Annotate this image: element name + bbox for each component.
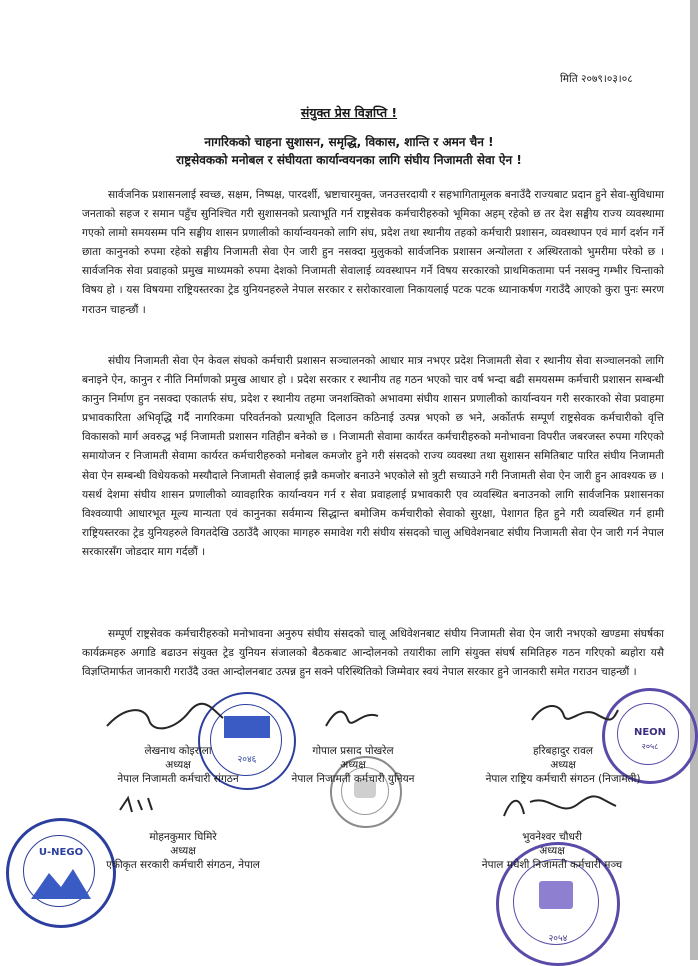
signatory-org: नेपाल राष्ट्रिय कर्मचारी संगठन (निजामती) [485,773,641,785]
signatory-role: अध्यक्ष [539,845,565,857]
signatory-name: भुवनेश्वर चौधरी [522,831,582,843]
stamp-text: U-NEGO [38,847,84,858]
signatory-1 [78,744,278,786]
signature-2 [322,706,382,732]
signatory-name: लेखनाथ कोइराला [144,745,212,757]
document-title: संयुक्त प्रेस विज्ञप्ति ! [300,105,398,120]
signatory-name: गोपाल प्रसाद पोखरेल [312,745,394,757]
paragraph-3: सम्पूर्ण राष्ट्रसेवक कर्मचारीहरुको मनोभावना अनुरुप संघीय संसदको चालू अधिवेशनबाट संघीय निजामती सेवा ऐन जारी नभएको खण्डमा संघर्षका कार्यक्रमहरु अगाडि बढाउन संयुक्त ट्रेड युनियन संजालको बैठकबाट आन्दोलनको तयारीका लागि संयुक्त संघर्ष समितिहरु गठन गरिएको ब्यहोरा यसै विज्ञप्तिमार्फत जानकारी गराउँदै उक्त आन्दोलनबाट उत्पन्न हुन सक्ने परिस्थितिको जिम्मेवार स्वयं नेपाल सरकार हुने जानकारी समेत गराउन चाहन्छौं । [82,628,664,679]
signatory-org: नेपाल निजामती कर्मचारी युनियन [291,773,415,785]
signatory-name: मोहनकुमार घिमिरे [149,831,217,843]
signature-4 [118,794,158,816]
stamp-year: २०५८ [641,742,659,751]
signature-1 [105,702,225,732]
stamp-text: NEON [633,727,667,738]
subtitle-line-1: नागरिकको चाहना सुशासन, समृद्धि, विकास, शान्ति र अमन चैन ! [204,135,494,149]
stamp-year: २०४६ [237,755,257,765]
signatory-5 [452,830,652,872]
paragraph-2: संघीय निजामती सेवा ऐन केवल संघको कर्मचारी प्रशासन सञ्चालनको आधार मात्र नभएर प्रदेश निजामती सेवा र स्थानीय सेवा सञ्चालनको लागि बनाइने ऐन, कानुन र नीति निर्माणको प्रमुख आधार हो । प्रदेश सरकार र स्थानीय तह गठन भएको चार वर्ष भन्दा बढी समयसम्म कर्मचारी प्रशासन सम्बन्धी कानुन निर्माण हुन नसक्दा एकातर्फ संघ, प्रदेश र स्थानीय तहमा जनशक्तिको अभावमा संघीय शासन प्रणालीको कार्यान्वयन गरी सरकारको सेवा प्रवाहमा प्रभावकारिता अभिवृद्धि गर्दै नागरिकमा परिवर्तनको प्रत्याभूति दिलाउन कठिनाई उत्पन्न भएको छ भने, अर्कोतर्फ सम्पूर्ण राष्ट्रसेवक कर्मचारीको वृत्ति विकासको मार्ग अवरुद्ध भई निजामती प्रशासन गतिहीन बनेको छ । निजामती सेवामा कार्यरत कर्मचारीहरुको मनोभावना विपरीत जबरजस्त रुपमा गरिएको समायोजन र निजामती सेवामा कार्यरत कर्मचारीहरुको मनोबल कमजोर हुने गरी संसदको राज्य व्यवस्था तथा सुशासन समितिबाट पारित संघीय निजामती सेवा ऐन सम्बन्धी विधेयकको मस्यौदाले निजामती सेवालाई झन्नै कमजोर बनाउने भएकोले सो त्रुटी सच्याउने गरी निजामती सेवा ऐन जारी हुन आवश्यक छ । यसर्थ देशमा संघीय शासन प्रणालीको व्यावहारिक कार्यान्वयन गर्न र सेवा प्रवाहलाई प्रभावकारी एव व्यवस्थित बनाउनको लागि सार्वजनिक प्रशासनका विश्वव्यापी आधारभूत मूल्य मान्यता एवं कानुनका सर्वमान्य सिद्धान्त बमोजिम कर्मचारीको सेवाको सुरक्षा, पेशागत हित हुने गरी व्यवस्थित गर्न हामी राष्ट्रियस्तरका ट्रेड युनियहरुले विगतदेखि उठाउँदै आएका मागहरु समावेश गरी संघीय संसदको चालु अधिवेशनबाट संघीय निजामती सेवा ऐन जारी गर्न नेपाल सरकारसँग जोडदार माग गर्दछौं । [82,355,664,558]
subtitle-line-2: राष्ट्रसेवकको मनोबल र संघीयता कार्यान्वयनका लागि संघीय निजामती सेवा ऐन ! [176,153,522,167]
signatory-role: अध्यक्ष [170,845,196,857]
stamp-year: २०५४ [548,934,568,944]
signatory-3 [450,744,676,786]
signatory-org: नेपाल निजामती कर्मचारी संगठन [117,773,239,785]
signatory-role: अध्यक्ष [550,759,576,771]
signatory-4 [78,830,288,872]
signatory-org: नेपाल मधेशी निजामती कर्मचारी मञ्च [481,859,623,871]
date: मिति २०७९।०३।०८ [560,73,633,85]
signatory-org: एकीकृत सरकारी कर्मचारी संगठन, नेपाल [106,859,260,871]
signatory-role: अध्यक्ष [340,759,366,771]
signature-3 [530,700,620,730]
signature-5 [500,792,620,822]
signatory-role: अध्यक्ष [165,759,191,771]
paragraph-1: सार्वजनिक प्रशासनलाई स्वच्छ, सक्षम, निष्पक्ष, पारदर्शी, भ्रष्टाचारमुक्त, जनउत्तरदायी र सहभागितामूलक बनाउँदै राज्यबाट प्रदान हुने सेवा-सुविधामा जनताको सहज र समान पहुँच सुनिश्चित गरी सुशासनको प्रत्याभूति गर्न राष्ट्रसेवक कर्मचारीहरुको भूमिका अहम् रहेको छ तर देश सङ्घीय राज्य व्यवस्थामा गएको लामो समयसम्म पनि सङ्घीय शासन प्रणालीको कार्यान्वयनको लागि संघ, प्रदेश तथा स्थानीय तहको कर्मचारी प्रशासन, व्यवस्थापन एवं मार्ग दर्शन गर्ने छाता कानुनको रुपमा रहेको सङ्घीय निजामती सेवा ऐन जारी हुन नसक्दा मुलुकको सार्वजनिक प्रशासन अन्योलता र अस्थिरताको भुमरीमा परेको छ । सार्वजनिक सेवा प्रवाहको प्रमुख माध्यमको रुपमा देशको निजामती सेवालाई व्यवस्थापन गर्ने विषय सरकारको प्राथमिकतामा पर्न नसक्नु गम्भीर चिन्ताको विषय हो । यस विषयमा राष्ट्रियस्तरका ट्रेड युनियनहरुले नेपाल सरकार र सरोकारवाला निकायलाई पटक पटक ध्यानाकर्षण गराउँदै आएको कुरा पुनः स्मरण गराउन चाहन्छौं । [82,189,664,316]
signatory-2 [268,744,438,786]
signatory-name: हरिबहादुर रावल [532,745,594,757]
